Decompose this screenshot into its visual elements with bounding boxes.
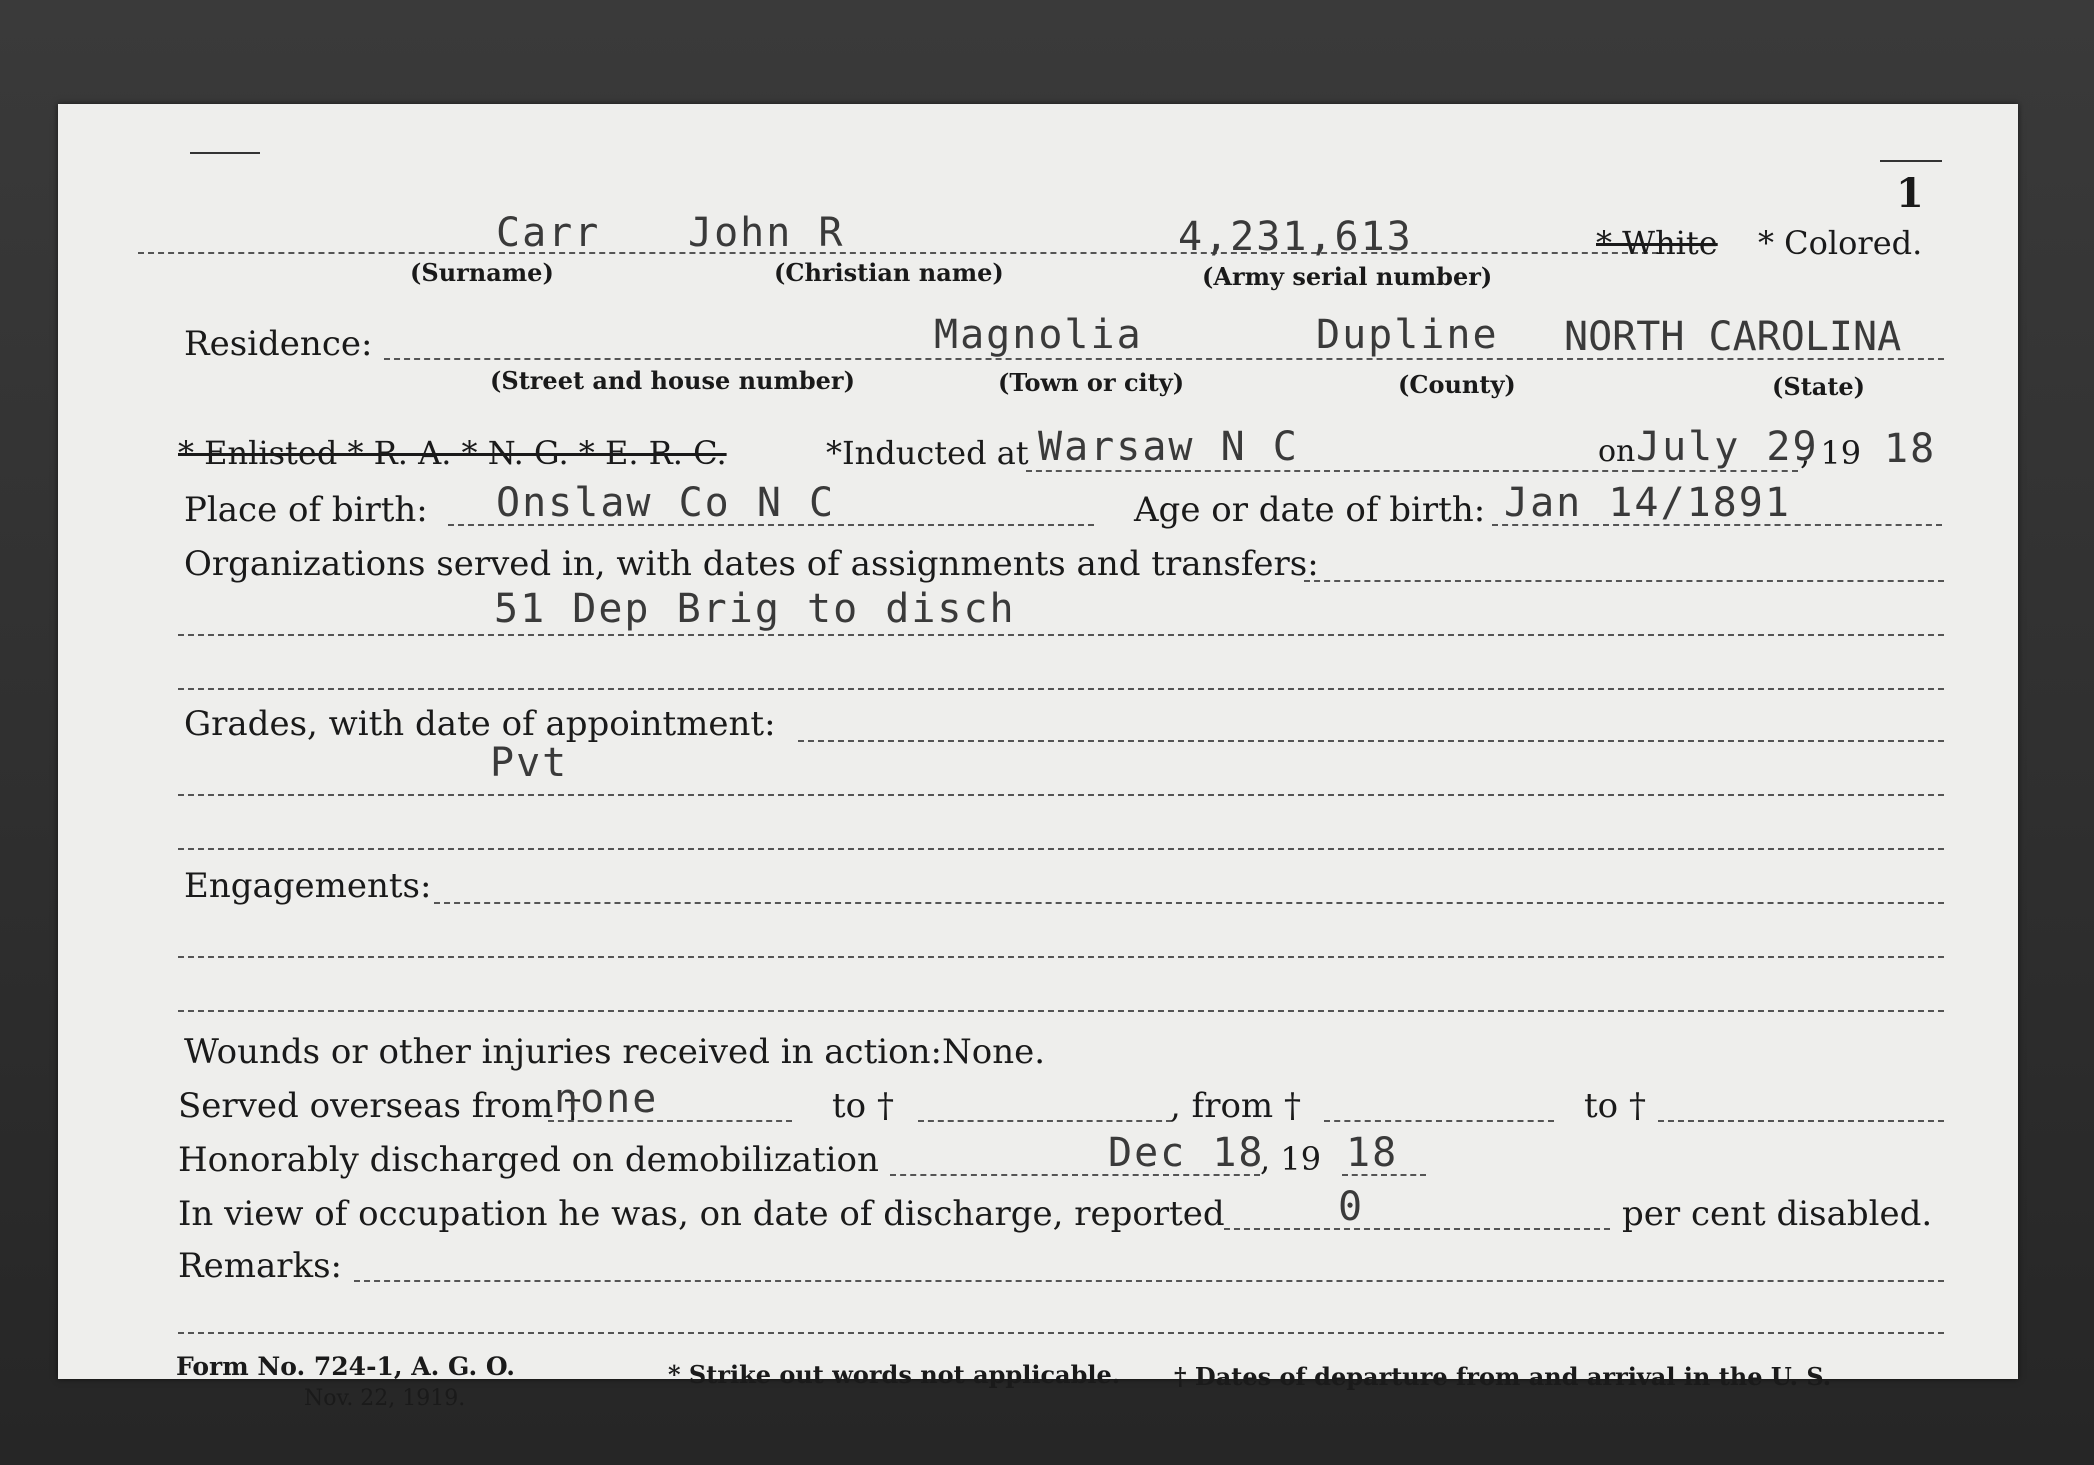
county-caption: (County) xyxy=(1398,370,1516,399)
engagements-line-3 xyxy=(178,1010,1944,1012)
grades-value: Pvt xyxy=(490,740,569,786)
residence-state-value: NORTH CAROLINA xyxy=(1564,314,1902,360)
inducted-date-line xyxy=(1638,470,1798,472)
state-caption: (State) xyxy=(1772,372,1866,401)
inducted-date-value: July 29 xyxy=(1636,424,1819,470)
overseas-to2-label: to † xyxy=(1584,1086,1646,1126)
street-caption: (Street and house number) xyxy=(490,366,855,395)
remarks-label: Remarks: xyxy=(178,1246,342,1286)
inducted-year-value: 18 xyxy=(1884,426,1937,472)
footnote-strike-out: * Strike out words not applicable. xyxy=(668,1360,1121,1389)
discharge-date-value: Dec 18 xyxy=(1108,1130,1265,1176)
organizations-value: 51 Dep Brig to disch xyxy=(494,586,1016,632)
disability-line xyxy=(1224,1228,1610,1230)
place-of-birth-value: Onslaw Co N C xyxy=(496,480,836,526)
place-of-birth-label: Place of birth: xyxy=(184,490,428,530)
disability-label: In view of occupation he was, on date of discharge, reported xyxy=(178,1194,1225,1234)
footnote-dates: † Dates of departure from and arrival in the U. S. xyxy=(1174,1362,1832,1391)
grades-line-1 xyxy=(798,740,1944,742)
enlisted-options xyxy=(178,434,727,472)
inducted-place-value: Warsaw N C xyxy=(1038,424,1299,470)
serial-number-caption: (Army serial number) xyxy=(1202,262,1493,291)
grades-line-3 xyxy=(178,848,1944,850)
town-caption: (Town or city) xyxy=(998,368,1185,397)
surname-caption: (Surname) xyxy=(410,258,554,287)
service-record-card xyxy=(58,104,2018,1411)
race-white-label xyxy=(1596,224,1718,262)
organizations-line-1 xyxy=(1304,580,1944,582)
date-of-birth-value: Jan 14/1891 xyxy=(1504,480,1791,526)
wounds-label: Wounds or other injuries received in action: xyxy=(184,1032,942,1072)
engagements-line-2 xyxy=(178,956,1944,958)
inducted-line xyxy=(1026,470,1638,472)
remarks-line-1 xyxy=(354,1280,1944,1282)
age-label: Age or date of birth: xyxy=(1134,490,1486,530)
race-colored-label: * Colored. xyxy=(1758,224,1923,262)
overseas-to-label: to † xyxy=(832,1086,894,1126)
race-white: * White xyxy=(1596,224,1718,262)
card-number: 1 xyxy=(1896,170,1924,217)
residence-town-value: Magnolia xyxy=(934,312,1143,358)
top-short-line xyxy=(190,152,260,154)
disability-suffix: per cent disabled. xyxy=(1622,1194,1933,1234)
serial-number-value: 4,231,613 xyxy=(1178,214,1413,260)
christian-name-value: John R xyxy=(688,210,845,256)
grades-line-2 xyxy=(178,794,1944,796)
discharge-label: Honorably discharged on demobilization xyxy=(178,1140,879,1180)
organizations-label: Organizations served in, with dates of assignments and transfers: xyxy=(184,544,1319,584)
inducted-label: *Inducted at xyxy=(826,434,1029,472)
name-line xyxy=(138,252,1658,254)
wounds-value: None. xyxy=(942,1032,1046,1072)
organizations-line-3 xyxy=(178,688,1944,690)
grades-label: Grades, with date of appointment: xyxy=(184,704,776,744)
disability-value: 0 xyxy=(1338,1184,1365,1230)
top-right-line xyxy=(1880,160,1942,162)
discharge-year-prefix: , 19 xyxy=(1260,1140,1322,1178)
christian-name-caption: (Christian name) xyxy=(774,258,1004,287)
overseas-from-value: none xyxy=(554,1076,659,1122)
overseas-from2-label: , from † xyxy=(1170,1086,1301,1126)
surname-value: Carr xyxy=(496,210,601,256)
form-date: Nov. 22, 1919. xyxy=(304,1386,466,1411)
inducted-on-label: on xyxy=(1598,434,1636,469)
overseas-from2-line xyxy=(1324,1120,1554,1122)
residence-label: Residence: xyxy=(184,324,373,364)
form-number: Form No. 724-1, A. G. O. xyxy=(176,1352,515,1381)
inducted-year-prefix: , 19 xyxy=(1800,434,1862,472)
engagements-line-1 xyxy=(434,902,1944,904)
remarks-line-2 xyxy=(178,1332,1944,1334)
organizations-line-2 xyxy=(178,634,1944,636)
discharge-year-value: 18 xyxy=(1346,1130,1399,1176)
discharge-year-line xyxy=(1342,1174,1426,1176)
residence-county-value: Dupline xyxy=(1316,312,1499,358)
overseas-to-line xyxy=(918,1120,1172,1122)
overseas-to2-line xyxy=(1658,1120,1944,1122)
overseas-from-label: Served overseas from † xyxy=(178,1086,582,1126)
enlisted-text: * Enlisted * R. A. * N. G. * E. R. C. xyxy=(178,434,727,472)
engagements-label: Engagements: xyxy=(184,866,432,906)
